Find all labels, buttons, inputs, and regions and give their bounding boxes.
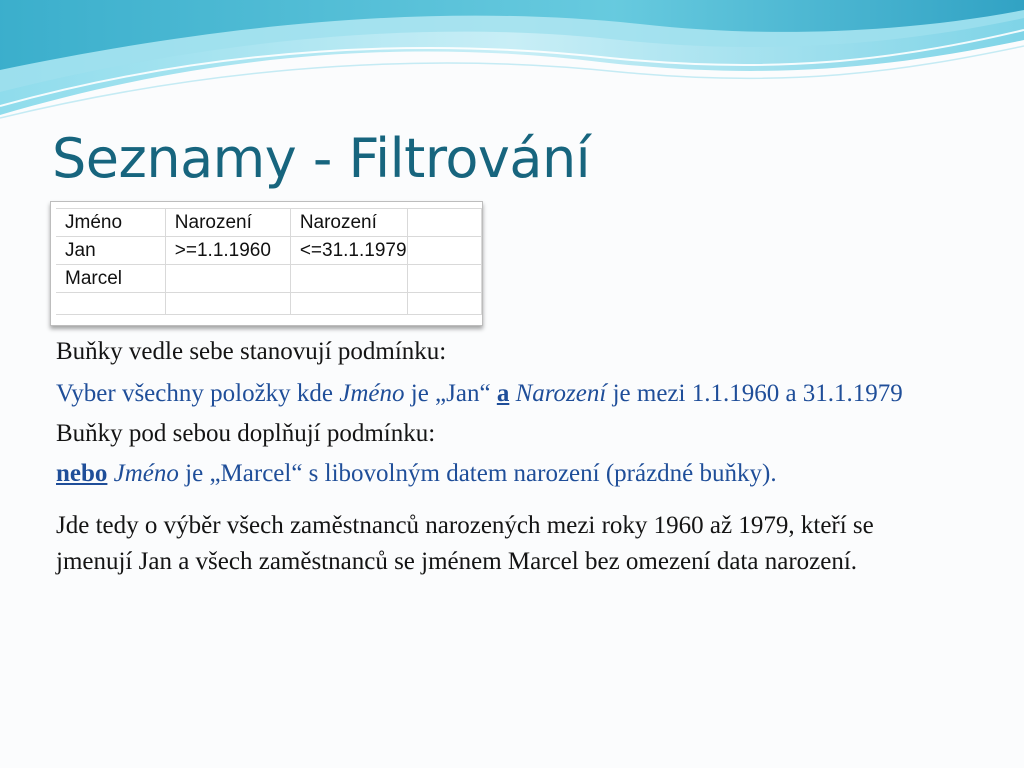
table-cell bbox=[56, 293, 165, 315]
table-cell bbox=[290, 293, 407, 315]
table-cell: Narození bbox=[290, 209, 407, 237]
table-cell: Jméno bbox=[56, 209, 165, 237]
table-cell: Marcel bbox=[56, 265, 165, 293]
table-cell: Jan bbox=[56, 237, 165, 265]
table-cell: Narození bbox=[165, 209, 290, 237]
table-cell bbox=[407, 265, 481, 293]
paragraph-summary: Jde tedy o výběr všech zaměstnanců narozených mezi roky 1960 až 1979, kteří se jmenují Jan a všech zaměstnanců se jménem Marcel bez omezení data narození. bbox=[56, 512, 874, 575]
paragraph-adjacent-cells: Buňky vedle sebe stanovují podmínku: bbox=[56, 338, 447, 365]
italic-run: Jméno bbox=[113, 460, 179, 487]
paragraph-or-condition bbox=[56, 456, 956, 492]
paragraph-cells-below: Buňky pod sebou doplňují podmínku: bbox=[56, 420, 436, 447]
slide-title: Seznamy - Filtrování bbox=[52, 127, 591, 190]
or-keyword: nebo bbox=[56, 460, 108, 487]
table-cell bbox=[290, 265, 407, 293]
table-cell: <=31.1.1979 bbox=[290, 237, 407, 265]
italic-run: Jméno bbox=[339, 380, 405, 407]
slide-body bbox=[56, 334, 956, 580]
text-run: Vyber všechny položky kde bbox=[56, 380, 340, 407]
criteria-table bbox=[56, 208, 482, 315]
table-cell bbox=[165, 293, 290, 315]
table-row bbox=[56, 265, 482, 293]
header-wave-decoration bbox=[0, 0, 1024, 130]
and-keyword: a bbox=[496, 380, 510, 407]
paragraph-and-condition bbox=[56, 376, 956, 412]
table-cell: >=1.1.1960 bbox=[165, 237, 290, 265]
italic-run: Narození bbox=[515, 380, 607, 407]
table-cell bbox=[407, 293, 481, 315]
text-run: je „Marcel“ s libovolným datem narození (prázdné buňky). bbox=[178, 460, 777, 487]
table-cell bbox=[407, 237, 481, 265]
table-cell bbox=[407, 209, 481, 237]
table-cell bbox=[165, 265, 290, 293]
table-row bbox=[56, 209, 482, 237]
table-row bbox=[56, 293, 482, 315]
text-run: je mezi 1.1.1960 a 31.1.1979 bbox=[606, 380, 903, 407]
text-run: je „Jan“ bbox=[404, 380, 497, 407]
spreadsheet-image bbox=[50, 201, 483, 326]
table-row bbox=[56, 237, 482, 265]
